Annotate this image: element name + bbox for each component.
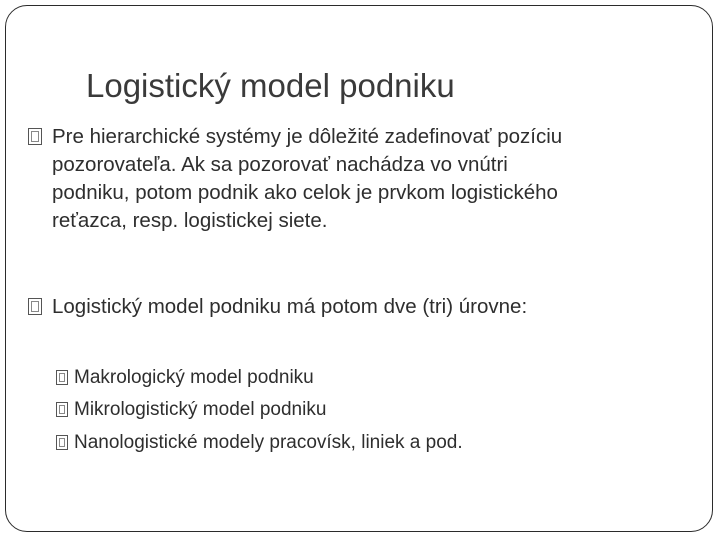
sub-item — [56, 397, 326, 423]
missing-glyph-box-icon — [28, 123, 42, 151]
sub-item — [56, 365, 314, 391]
paragraph-1-line-4: reťazca, resp. logistickej siete. — [52, 209, 328, 232]
slide-title: Logistický model podniku — [86, 67, 455, 104]
slide-frame — [5, 5, 713, 532]
sub-item-text: Makrologický model podniku — [74, 367, 314, 388]
sub-item-text: Mikrologistický model podniku — [74, 399, 327, 420]
missing-glyph-box-icon — [56, 430, 68, 456]
paragraph-1-line-2: pozorovateľa. Ak sa pozorovať nachádza vo vnútri — [52, 153, 508, 176]
missing-glyph-box-icon — [28, 293, 42, 321]
paragraph-2-text: Logistický model podniku má potom dve (tri) úrovne: — [52, 295, 528, 318]
bullet-paragraph-1 — [28, 123, 708, 235]
bullet-paragraph-2 — [28, 293, 708, 321]
missing-glyph-box-icon — [56, 365, 68, 391]
paragraph-1-line-1: Pre hierarchické systémy je dôležité zadefinovať pozíciu — [52, 125, 563, 148]
sub-item — [56, 430, 463, 456]
sub-item-text: Nanologistické modely pracovísk, liniek a pod. — [74, 432, 463, 453]
missing-glyph-box-icon — [56, 397, 68, 423]
paragraph-1-line-3: podniku, potom podnik ako celok je prvkom logistického — [52, 181, 558, 204]
